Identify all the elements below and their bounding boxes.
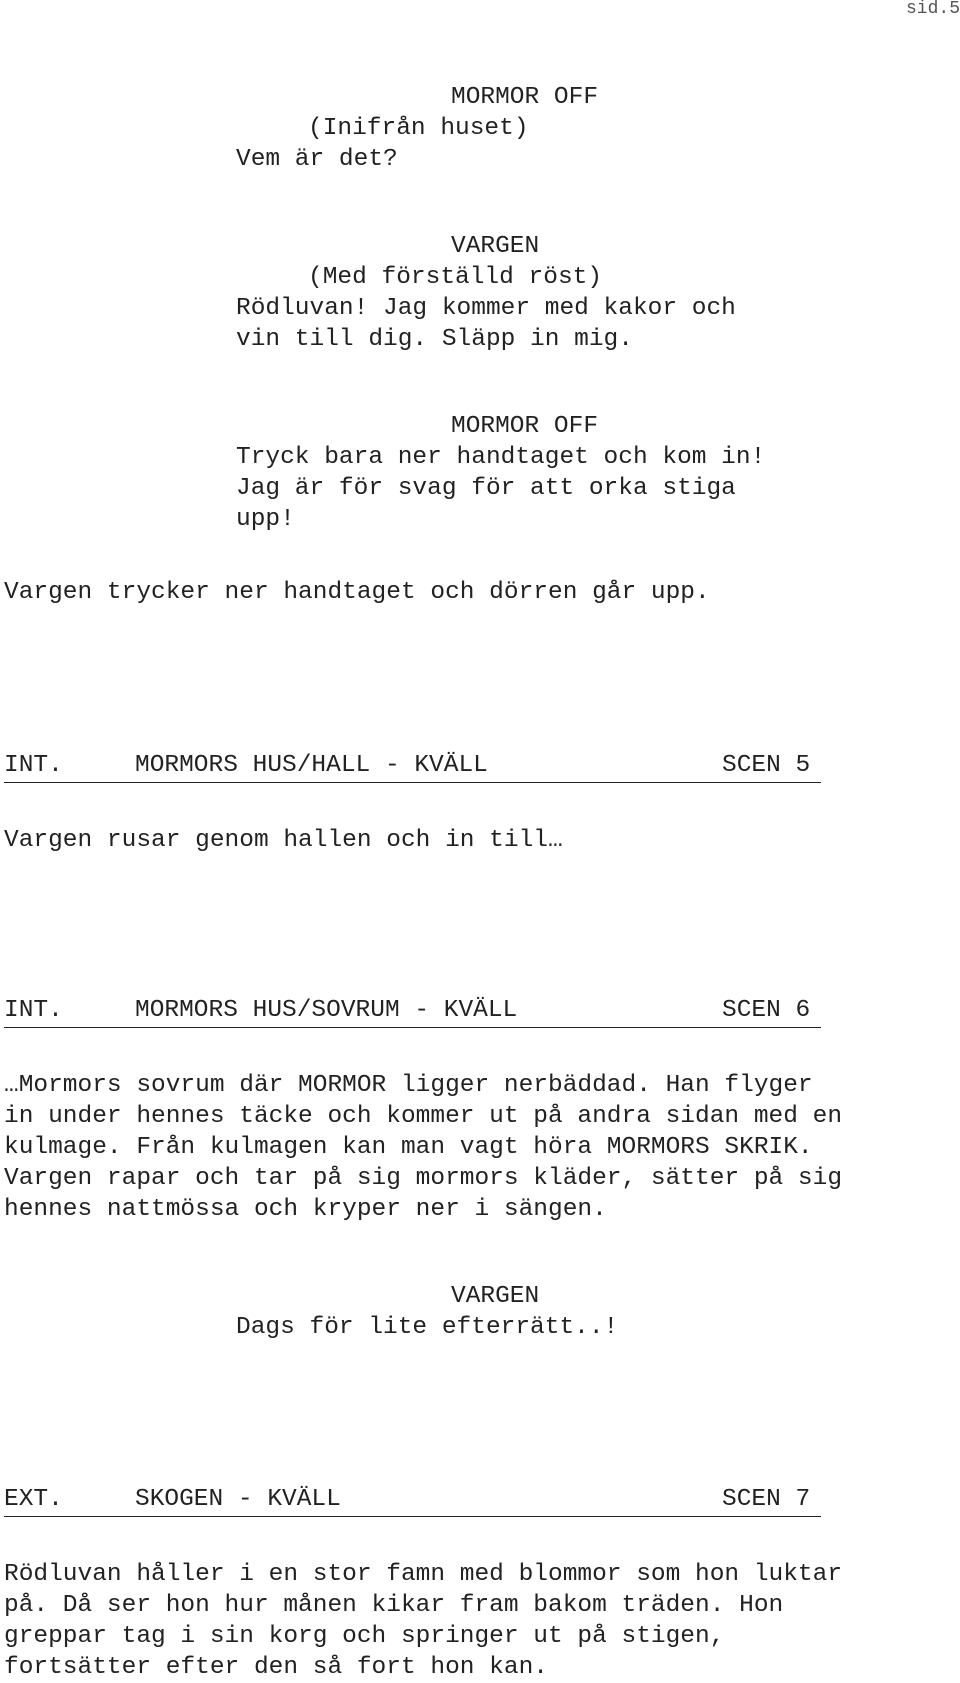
dialogue-line: Dags för lite efterrätt..! [236, 1314, 619, 1341]
parenthetical: (Med förställd röst) [308, 264, 603, 291]
scene-location: SKOGEN - KVÄLL [135, 1486, 341, 1513]
action-line: Vargen rusar genom hallen och in till… [4, 827, 563, 854]
scene-number: SCEN 6 [722, 997, 811, 1024]
scene-location: MORMORS HUS/HALL - KVÄLL [135, 752, 488, 779]
action-line: greppar tag i sin korg och springer ut på stigen, [4, 1623, 725, 1650]
action-line: fortsätter efter den så fort hon kan. [4, 1654, 548, 1681]
parenthetical: (Inifrån huset) [308, 115, 529, 142]
scene-heading [4, 752, 821, 783]
scene-heading [4, 1486, 821, 1517]
action-line: Rödluvan håller i en stor famn med blommor som hon luktar [4, 1561, 843, 1588]
action-line: på. Då ser hon hur månen kikar fram bakom träden. Hon [4, 1592, 784, 1619]
dialogue-line: Tryck bara ner handtaget och kom in! [236, 444, 766, 471]
scene-number: SCEN 5 [722, 752, 811, 779]
dialogue-line: upp! [236, 506, 295, 533]
dialogue-line: Jag är för svag för att orka stiga [236, 475, 736, 502]
character-name: MORMOR OFF [451, 413, 599, 440]
character-name: VARGEN [451, 1283, 540, 1310]
page-number: sid.5 [905, 0, 960, 19]
scene-type: EXT. [4, 1486, 63, 1513]
dialogue-line: Vem är det? [236, 146, 398, 173]
scene-type: INT. [4, 997, 63, 1024]
scene-location: MORMORS HUS/SOVRUM - KVÄLL [135, 997, 518, 1024]
action-line: hennes nattmössa och kryper ner i sängen. [4, 1196, 607, 1223]
action-line: …Mormors sovrum där MORMOR ligger nerbäddad. Han flyger [4, 1072, 813, 1099]
scene-type: INT. [4, 752, 63, 779]
scene-number: SCEN 7 [722, 1486, 811, 1513]
action-line: Vargen trycker ner handtaget och dörren går upp. [4, 579, 710, 606]
action-line: kulmage. Från kulmagen kan man vagt höra MORMORS SKRIK. [4, 1134, 813, 1161]
action-line: Vargen rapar och tar på sig mormors kläder, sätter på sig [4, 1165, 843, 1192]
dialogue-line: vin till dig. Släpp in mig. [236, 326, 633, 353]
character-name: MORMOR OFF [451, 84, 599, 111]
dialogue-line: Rödluvan! Jag kommer med kakor och [236, 295, 736, 322]
action-line: in under hennes täcke och kommer ut på andra sidan med en [4, 1103, 843, 1130]
character-name: VARGEN [451, 233, 540, 260]
scene-heading [4, 997, 821, 1028]
